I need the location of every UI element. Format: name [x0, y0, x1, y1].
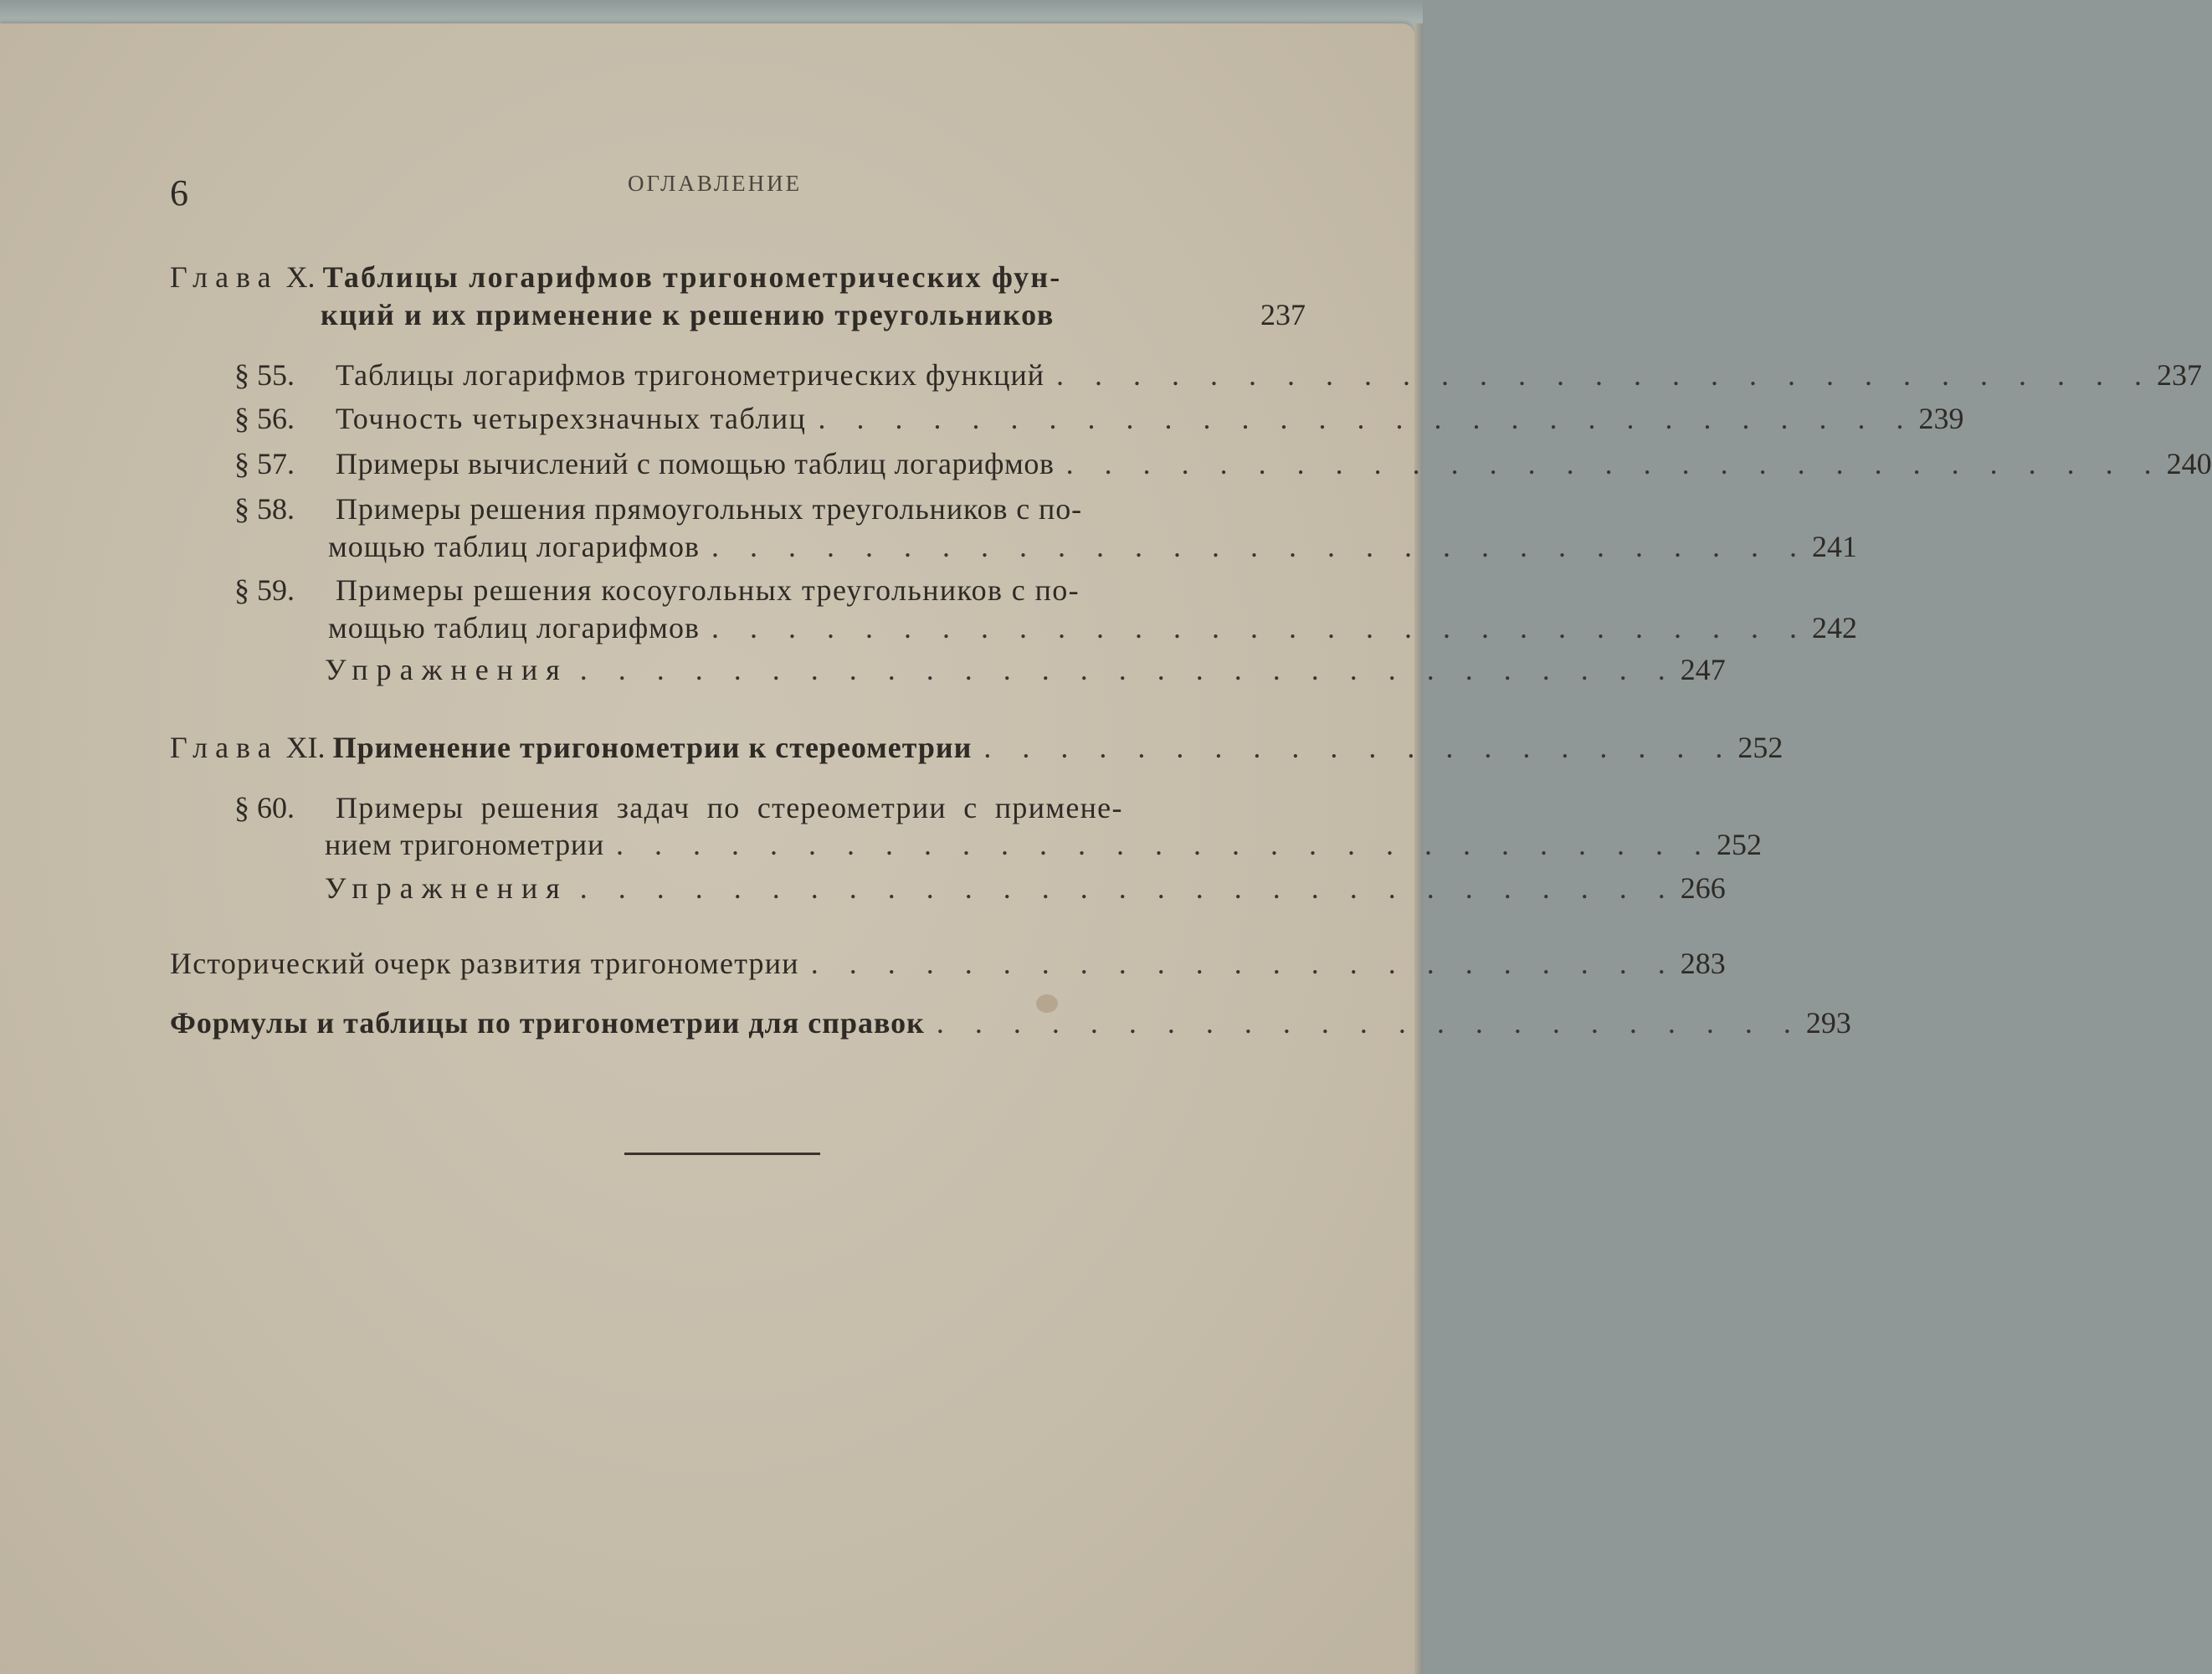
section-page: 239 [1918, 402, 1964, 435]
chapter-number: XI. [285, 731, 326, 764]
section-page: 237 [2157, 358, 2203, 392]
history-title: Исторический очерк развития тригонометрии [170, 947, 799, 980]
section-title: Таблицы логарифмов тригонометрических функций [336, 358, 1045, 392]
leader-dots: . . . . . . . . . . . . . . . . . . . . . . . . . . . . . [579, 871, 1677, 905]
section-title-line2: нием тригонометрии [325, 828, 605, 861]
section-page: 242 [1811, 611, 1857, 644]
toc-entry-58[interactable] [234, 491, 1239, 526]
section-title: Точность четырехзначных таблиц [336, 402, 807, 435]
leader-dots: . . . . . . . . . . . . . . . . . . . . . . . . . . . . . [711, 611, 1809, 644]
exercises-label: Упражнения [325, 871, 568, 905]
toc-entry-56[interactable] [234, 401, 1964, 436]
leader-dots: . . . . . . . . . . . . . . . . . . . . . . . . . . . . . [1056, 358, 2154, 392]
toc-exercises-11[interactable] [325, 870, 1726, 906]
leader-dots: . . . . . . . . . . . . . . . . . . . . [983, 731, 1735, 764]
paper-stain [1036, 994, 1058, 1013]
section-title-line1: Примеры решения прямоугольных треугольников с по- [336, 492, 1082, 526]
section-number: § 60. [234, 791, 295, 824]
chapter-title-line1: Таблицы логарифмов тригонометрических фун- [322, 260, 1062, 294]
chapter-10-page: 237 [1260, 298, 1306, 331]
section-page: 240 [2166, 447, 2212, 480]
section-title-line1: Примеры решения задач по стереометрии с примене- [336, 791, 1123, 824]
exercises-page: 266 [1680, 871, 1726, 905]
section-number: § 58. [234, 492, 295, 526]
section-number: § 59. [234, 573, 295, 607]
toc-exercises-10[interactable] [325, 652, 1726, 687]
toc-entry-59[interactable] [234, 573, 1239, 608]
page-number: 6 [170, 172, 188, 213]
toc-history[interactable] [170, 946, 1726, 981]
leader-dots: . . . . . . . . . . . . . . . . . . . . . . . . . . . . . [616, 828, 1714, 861]
toc-entry-60-cont[interactable] [325, 827, 1763, 862]
section-title-line2: мощью таблиц логарифмов [328, 611, 700, 644]
formulas-title: Формулы и таблицы по тригонометрии для справок [170, 1006, 925, 1040]
leader-dots: . . . . . . . . . . . . . . . . . . . . . . . . . . . . . [1065, 447, 2163, 480]
leader-dots: . . . . . . . . . . . . . . . . . . . . . . . . . . . . . [579, 653, 1677, 686]
section-title-line1: Примеры решения косоугольных треугольников с по- [336, 573, 1080, 607]
section-title: Примеры вычислений с помощью таблиц логарифмов [336, 447, 1055, 480]
chapter-prefix: Глава [170, 260, 279, 294]
chapter-11-heading[interactable] [170, 730, 1783, 765]
exercises-page: 247 [1680, 653, 1726, 686]
toc-entry-55[interactable] [234, 357, 2203, 393]
leader-dots: . . . . . . . . . . . . . . . . . . . . . . . . . . . . . [818, 402, 1916, 435]
section-number: § 57. [234, 447, 295, 480]
end-rule [624, 1153, 820, 1155]
toc-entry-57[interactable] [234, 446, 2212, 481]
exercises-label: Упражнения [325, 653, 568, 686]
toc-entry-60[interactable] [234, 790, 1239, 825]
history-page: 283 [1680, 947, 1726, 980]
leader-dots: . . . . . . . . . . . . . . . . . . . . . . . [936, 1006, 1803, 1040]
leader-dots: . . . . . . . . . . . . . . . . . . . . . . . . . . . . . [711, 530, 1809, 563]
toc-entry-58-cont[interactable] [328, 529, 1857, 564]
section-number: § 55. [234, 358, 295, 392]
chapter-10-heading[interactable] [170, 259, 1241, 295]
leader-dots: . . . . . . . . . . . . . . . . . . . . . . . [810, 947, 1677, 980]
formulas-page: 293 [1805, 1006, 1851, 1040]
section-title-line2: мощью таблиц логарифмов [328, 530, 700, 563]
section-page: 241 [1811, 530, 1857, 563]
chapter-prefix: Глава [170, 731, 279, 764]
chapter-10-heading-cont[interactable] [321, 297, 1306, 332]
section-page: 252 [1717, 828, 1763, 861]
toc-entry-59-cont[interactable] [328, 610, 1857, 645]
section-number: § 56. [234, 402, 295, 435]
running-title: ОГЛАВЛЕНИЕ [628, 171, 803, 196]
toc-formulas[interactable] [170, 1005, 1851, 1040]
chapter-11-page: 252 [1737, 731, 1783, 764]
chapter-title: Применение тригонометрии к стереометрии [332, 731, 973, 764]
chapter-title-line2: кций и их применение к решению треугольников [321, 298, 1055, 331]
chapter-number: X. [285, 260, 316, 294]
